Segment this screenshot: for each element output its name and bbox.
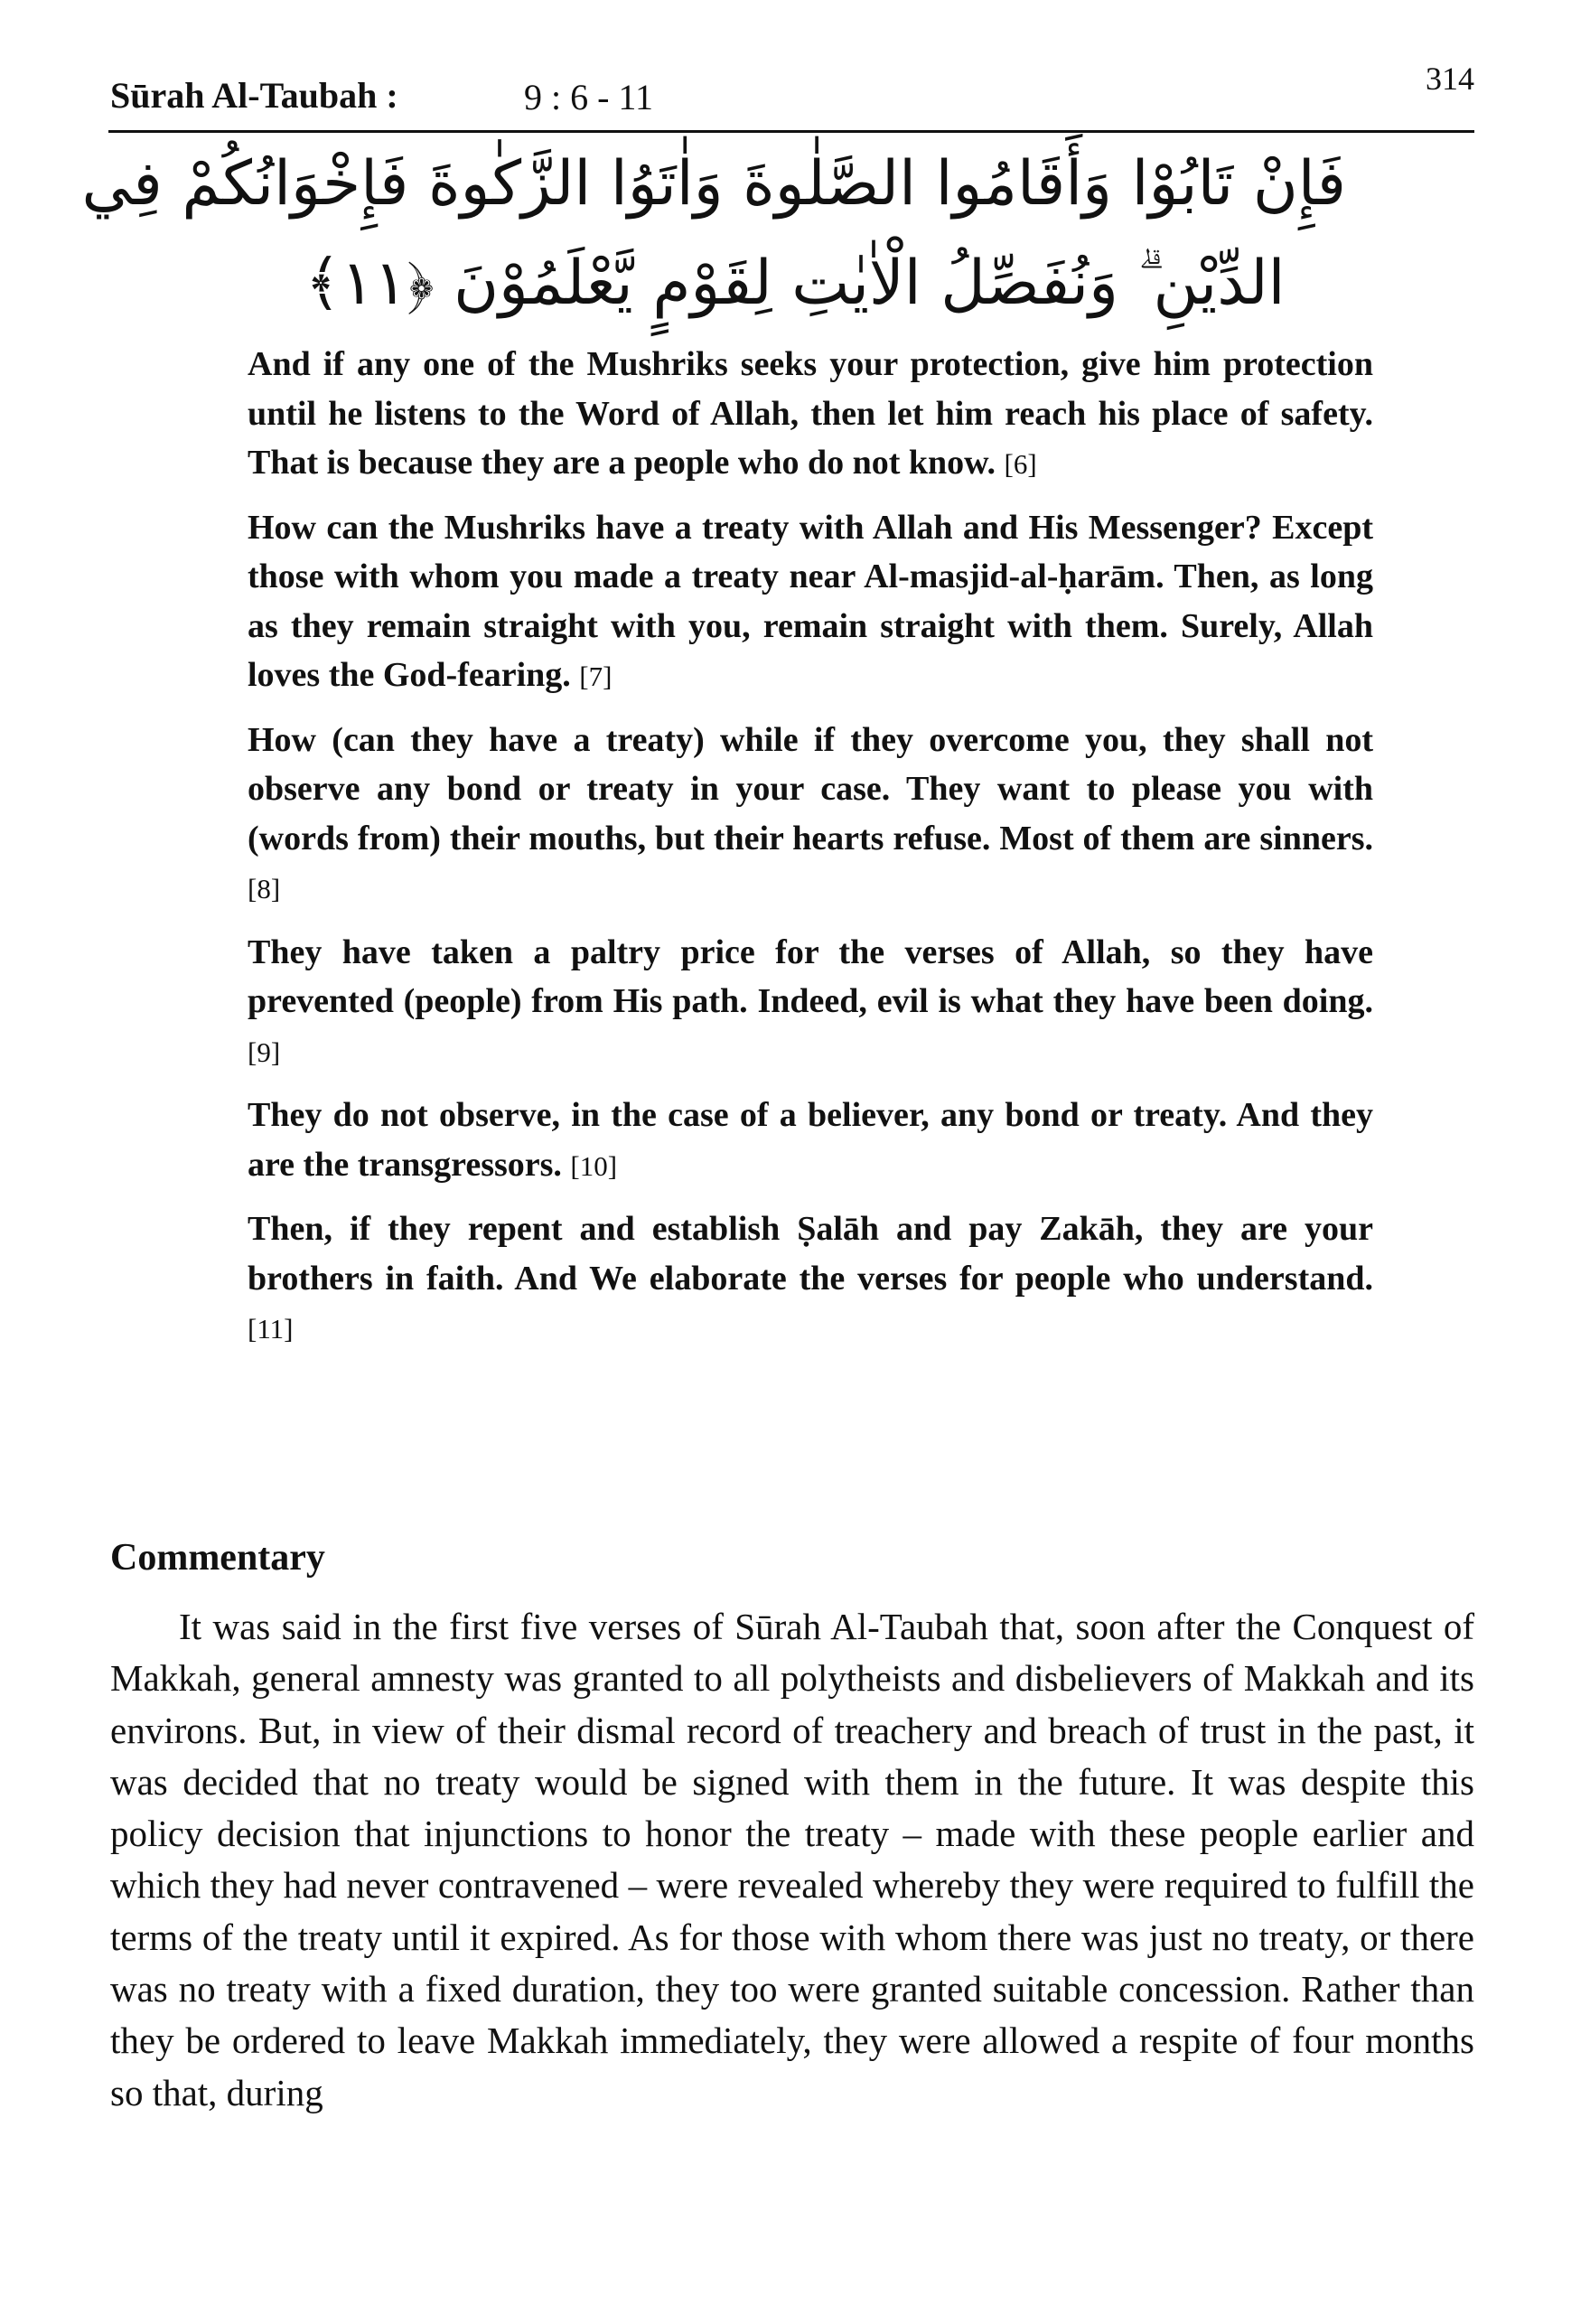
- verse-translation-6: [248, 340, 1373, 490]
- commentary-heading: Commentary: [110, 1537, 325, 1579]
- verse-translation-8: [248, 716, 1373, 914]
- verse-number: [7]: [579, 661, 613, 692]
- page-number: 314: [1426, 61, 1474, 97]
- arabic-verse-line-2: الدِّيْنِ ۗ وَنُفَصِّلُ الْاٰيٰتِ لِقَوْمٍ يَّعْلَمُوْنَ ﴿١١﴾: [304, 248, 1286, 319]
- surah-title: Sūrah Al-Taubah :: [110, 75, 398, 116]
- translation-block: [248, 340, 1373, 1368]
- verse-number: [10]: [570, 1149, 618, 1182]
- verse-text: How can the Mushriks have a treaty with Allah and His Messenger? Except those with whom you made a treaty near Al-masjid-al-ḥarām. Then, as long as they remain straight with you, remain straight with them. Surely, Allah loves the God-fearing.: [248, 508, 1373, 694]
- verse-text: They do not observe, in the case of a believer, any bond or treaty. And they are the transgressors.: [248, 1096, 1373, 1184]
- verse-text: How (can they have a treaty) while if they overcome you, they shall not observe any bond or treaty in your case. They want to please you with (words from) their mouths, but their hearts refuse. Most of them are sinners.: [248, 720, 1373, 857]
- page-header: [108, 56, 1474, 133]
- commentary-paragraph: It was said in the first five verses of Sūrah Al-Taubah that, soon after the Conquest of Makkah, general amnesty was granted to all polytheists and disbelievers of Makkah and its environs. But, in view of their dismal record of treachery and breach of trust in the past, it was decided that no treaty would be signed with them in the future. It was despite this policy decision that injunctions to honor the treaty – made with these people earlier and which they had never contravened – were revealed whereby they were required to fulfill the terms of the treaty until it expired. As for those with whom there was just no treaty, or there was no treaty with a fixed duration, they too were granted suitable concession. Rather than they be ordered to leave Makkah immediately, they were allowed a respite of four months so that, during: [110, 1606, 1474, 2113]
- verse-number: [9]: [248, 1035, 281, 1068]
- verse-translation-9: [248, 928, 1373, 1078]
- verse-number: [11]: [248, 1313, 294, 1345]
- arabic-verse-line-1: فَإِنْ تَابُوْا وَأَقَامُوا الصَّلٰوةَ وَاٰتَوُا الزَّكٰوةَ فَإِخْوَانُكُمْ فِي: [81, 148, 1346, 220]
- verse-number: [8]: [248, 873, 281, 904]
- verse-text: And if any one of the Mushriks seeks your protection, give him protection until he listens to the Word of Allah, then let him reach his place of safety. That is because they are a people who do not know.: [248, 345, 1373, 482]
- verse-translation-11: [248, 1204, 1373, 1354]
- verse-text: Then, if they repent and establish Ṣalāh and pay Zakāh, they are your brothers in faith. And We elaborate the verses for people who understand.: [248, 1210, 1373, 1298]
- verse-translation-10: [248, 1091, 1373, 1191]
- verse-reference: 9 : 6 - 11: [524, 77, 653, 117]
- verse-number: [6]: [1004, 448, 1037, 480]
- verse-text: They have taken a paltry price for the verses of Allah, so they have prevented (people) from His path. Indeed, evil is what they have been doing.: [248, 932, 1373, 1020]
- verse-translation-7: [248, 503, 1373, 702]
